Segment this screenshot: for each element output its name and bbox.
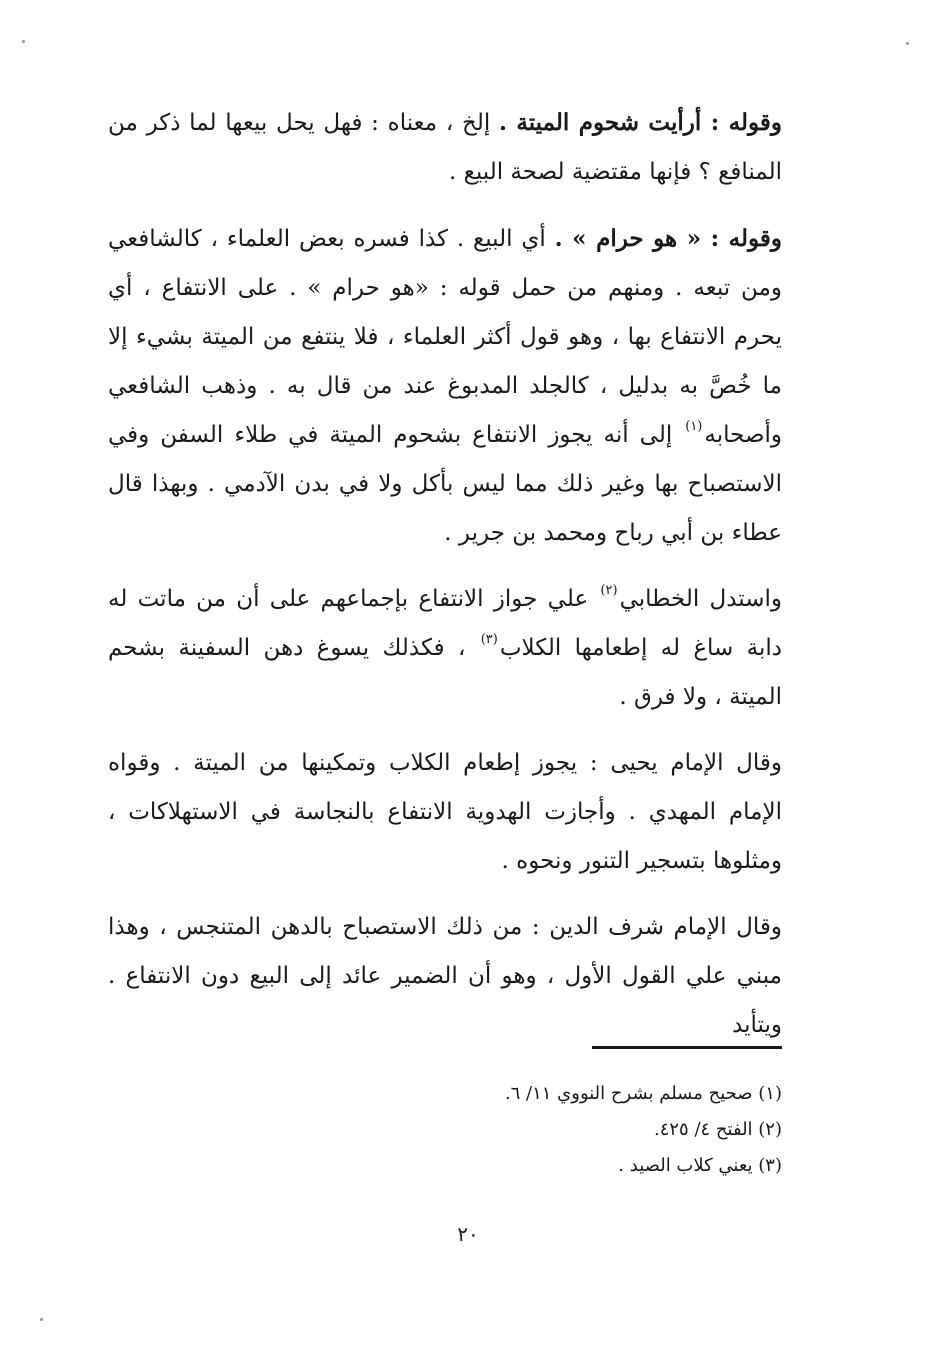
paragraph-5-text: وقال الإمام شرف الدين : من ذلك الاستصباح بالدهن المتنجس ، وهذا مبني علي القول الأول ، وهو أن الضمير عائد إلى البيع دون الانتفاع . ويتأيد [108,914,782,1038]
paragraph-4 [108,739,782,886]
footnote-divider [592,1046,782,1049]
paragraph-3-text-a: واستدل الخطابي [619,586,782,612]
footnote-1: (١) صحيح مسلم بشرح النووي ١١/ ٦. [504,1083,782,1104]
footnote-ref-3[interactable]: (٣) [480,632,498,648]
paragraph-3-text-c: ، فكذلك يسوغ دهن السفينة بشحم الميتة ، ولا فرق . [108,635,782,710]
scan-speck [22,40,25,43]
scan-speck [906,42,909,45]
scan-speck [40,1318,43,1321]
footnote-2: (٢) الفتح ٤/ ٤٢٥. [653,1119,782,1140]
footnotes [300,1076,782,1184]
body-text [108,98,782,1067]
paragraph-1-lead: وقوله : أرأيت شحوم الميتة . [498,109,782,136]
paragraph-3 [108,575,782,722]
paragraph-5 [108,903,782,1050]
paragraph-2-text-b: إلى أنه يجوز الانتفاع بشحوم الميتة في طلاء السفن وفي الاستصباح بها وغير ذلك مما ليس بأكل ولا في بدن الآدمي . وبهذا قال عطاء بن أبي رباح ومحمد بن جرير . [108,422,782,546]
paragraph-3-text-b: علي جواز الانتفاع بإجماعهم على أن من ماتت له دابة ساغ له إطعامها الكلاب [108,586,782,661]
paragraph-2-text-a: أي البيع . كذا فسره بعض العلماء ، كالشافعي ومن تبعه . ومنهم من حمل قوله : «هو حرام » . على الانتفاع ، أي يحرم الانتفاع بها ، وهو قول أكثر العلماء ، فلا ينتفع من الميتة بشيء إلا ما خُصَّ به بدليل ، كالجلد المدبوغ عند من قال به . وذهب الشافعي وأصحابه [108,226,782,448]
paragraph-2-lead: وقوله : « هو حرام » . [554,225,782,252]
paragraph-2 [108,214,782,558]
paragraph-4-text: وقال الإمام يحيى : يجوز إطعام الكلاب وتمكينها من الميتة . وقواه الإمام المهدي . وأجازت الهدوية الانتفاع بالنجاسة في الاستهلاكات ، ومثلوها بتسجير التنور ونحوه . [108,750,782,874]
page-number: ٢٠ [457,1222,479,1246]
paragraph-1 [108,98,782,197]
footnote-ref-1[interactable]: (١) [685,419,703,435]
paragraph-1-text: إلخ ، معناه : فهل يحل بيعها لما ذكر من المنافع ؟ فإنها مقتضية لصحة البيع . [108,110,782,185]
footnote-3: (٣) يعني كلاب الصيد . [618,1155,782,1176]
footnote-ref-2[interactable]: (٢) [600,583,618,599]
